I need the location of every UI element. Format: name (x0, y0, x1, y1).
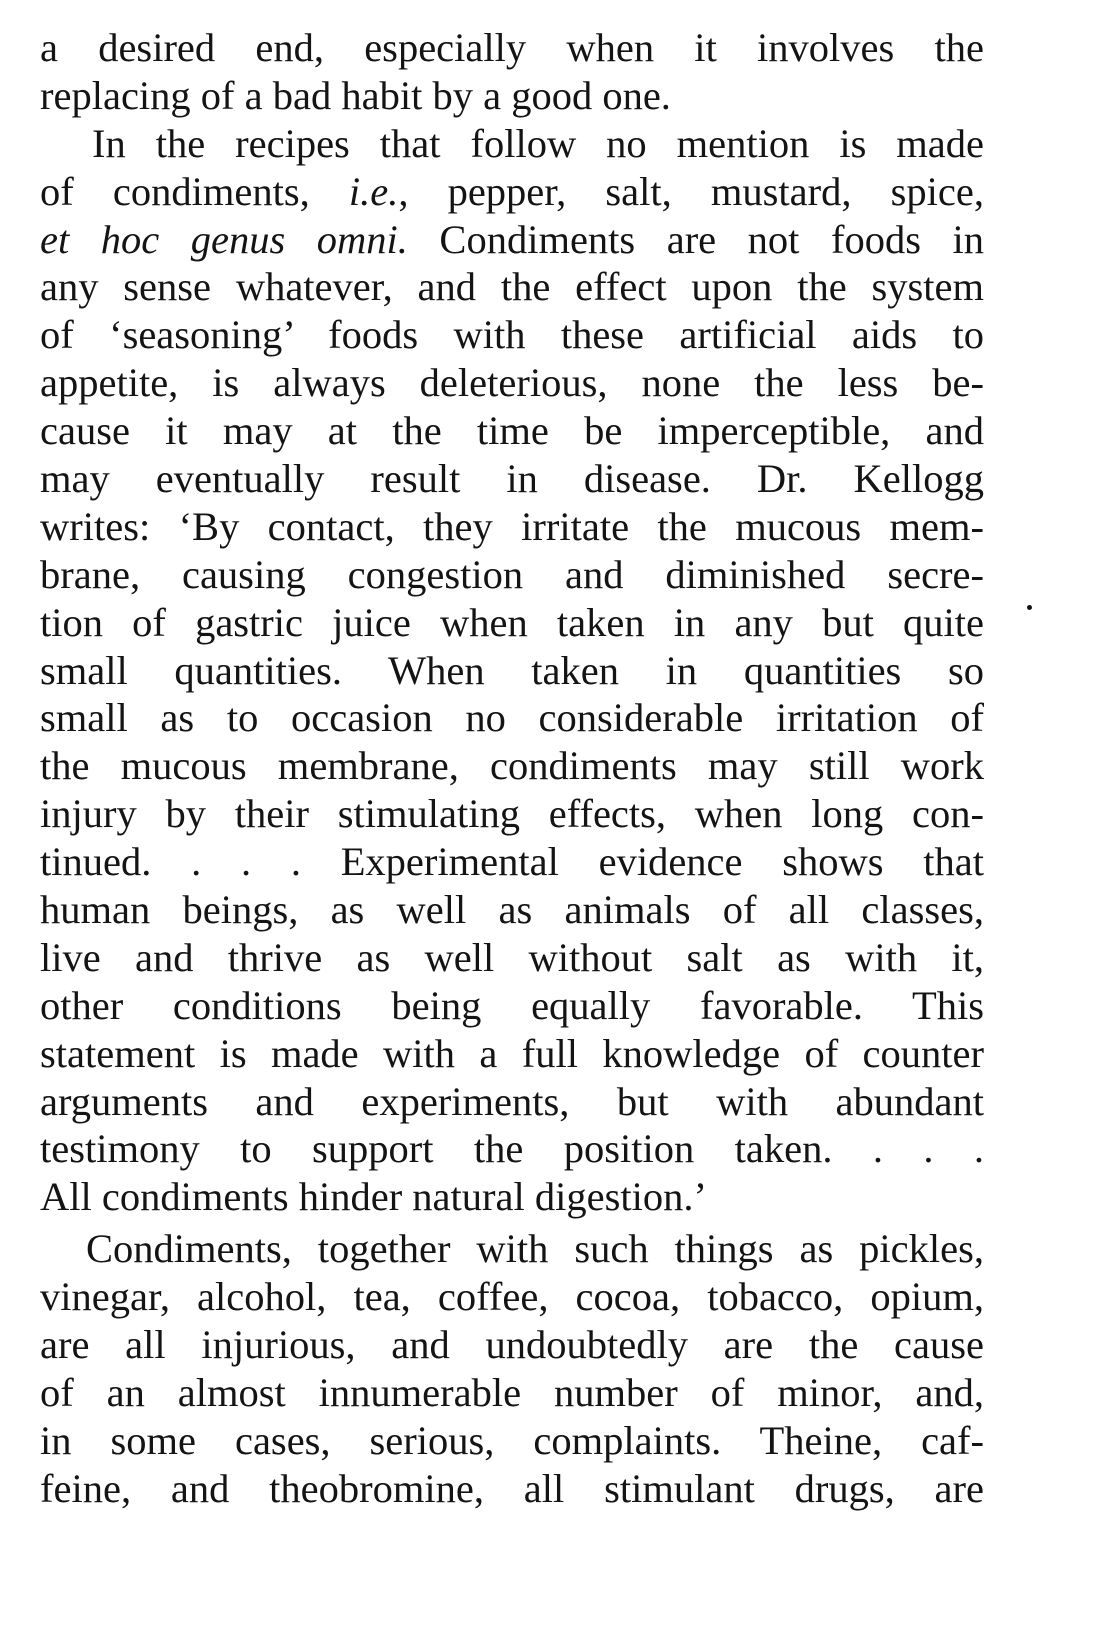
text-line: any sense whatever, and the effect upon the system (40, 264, 984, 310)
text-line: small quantities. When taken in quantities so (40, 647, 984, 693)
text-line: testimony to support the position taken. . . . (40, 1126, 984, 1172)
paragraph-start-line: In the recipes that follow no mention is made (92, 120, 984, 166)
text-line: replacing of a bad habit by a good one. (40, 72, 671, 118)
text-line-with-italic: of condiments, i.e., pepper, salt, mustard, spice, (40, 168, 984, 214)
text-line: brane, causing congestion and diminished secre- (40, 551, 984, 597)
text-line: writes: ‘By contact, they irritate the mucous mem- (40, 503, 984, 549)
print-speck (1027, 605, 1032, 610)
text-line-with-italic: et hoc genus omni. Condiments are not foods in (40, 216, 984, 262)
body-text (40, 24, 984, 1513)
text-line: in some cases, serious, complaints. Theine, caf- (40, 1417, 984, 1463)
text-line: cause it may at the time be imperceptible, and (40, 408, 984, 454)
text-line: the mucous membrane, condiments may still work (40, 743, 984, 789)
paragraph-start-line: Condiments, together with such things as pickles, (86, 1226, 984, 1272)
text-line: feine, and theobromine, all stimulant drugs, are (40, 1465, 984, 1511)
text-line: live and thrive as well without salt as with it, (40, 934, 984, 980)
text-line: other conditions being equally favorable. This (40, 982, 984, 1028)
text-line: of ‘seasoning’ foods with these artificial aids to (40, 312, 984, 358)
text-line: All condiments hinder natural digestion.’ (40, 1174, 707, 1220)
text-line: small as to occasion no considerable irritation of (40, 695, 984, 741)
text-line: vinegar, alcohol, tea, coffee, cocoa, tobacco, opium, (40, 1274, 984, 1320)
text-line: tinued. . . . Experimental evidence shows that (40, 839, 984, 885)
text-line: are all injurious, and undoubtedly are the cause (40, 1322, 984, 1368)
italic-ie: i.e. (348, 168, 399, 214)
italic-latin-phrase: et hoc genus omni. (40, 216, 408, 262)
text-line: appetite, is always deleterious, none the less be- (40, 360, 984, 406)
text-line: arguments and experiments, but with abundant (40, 1078, 984, 1124)
text-line: injury by their stimulating effects, when long con- (40, 791, 984, 837)
text-line: statement is made with a full knowledge of counter (40, 1030, 984, 1076)
text-line: a desired end, especially when it involves the (40, 25, 984, 70)
text-line: human beings, as well as animals of all classes, (40, 887, 984, 933)
text-line: of an almost innumerable number of minor, and, (40, 1369, 984, 1415)
text-line: tion of gastric juice when taken in any but quite (40, 599, 984, 645)
text-line: may eventually result in disease. Dr. Kellogg (40, 456, 984, 502)
